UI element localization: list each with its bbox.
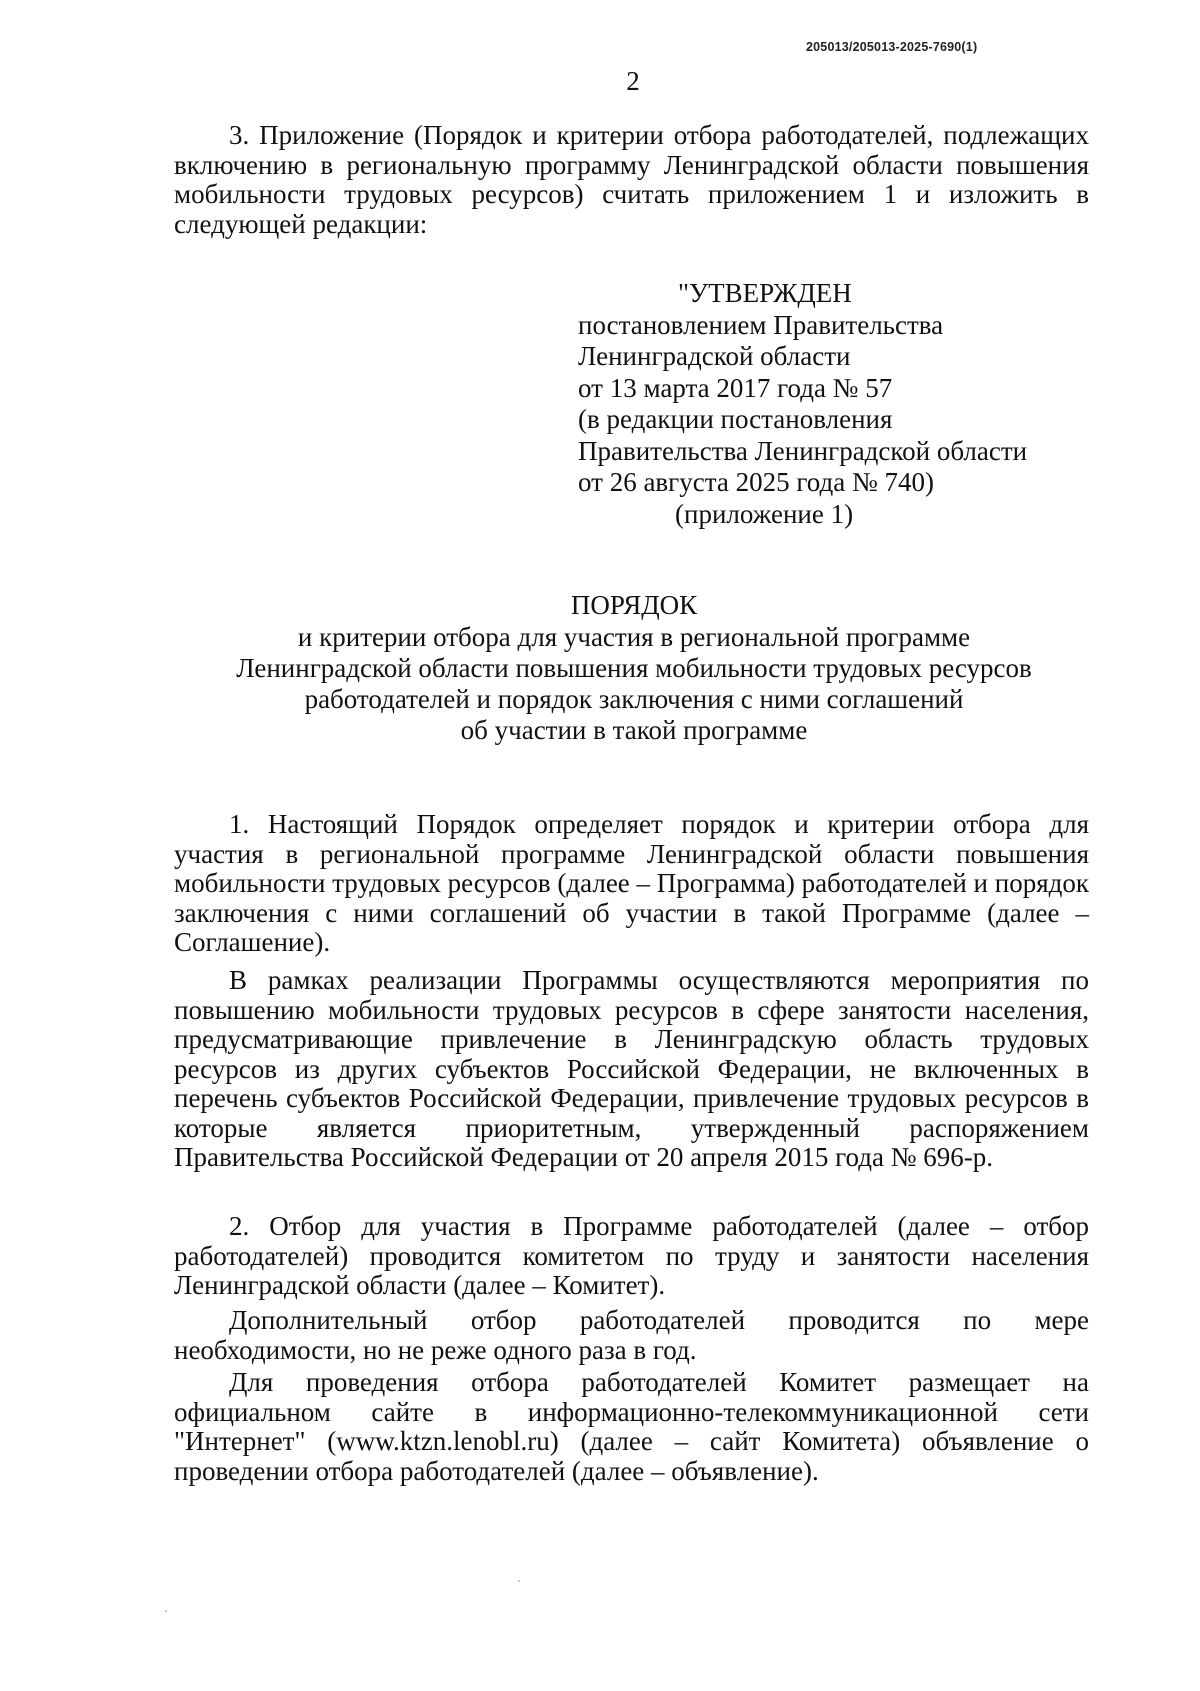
page-number: 2 <box>626 66 640 96</box>
paragraph-5: Для проведения отбора работодателей Комитет размещает на официальном сайте в информационно-телекоммуникационной сети "Интернет" (www.ktzn.lenobl.ru) (далее – сайт Комитета) объявление о проведении отбора работодателей (далее – объявление). <box>174 1367 1089 1486</box>
paragraph-1: 1. Настоящий Порядок определяет порядок и критерии отбора для участия в региональной программе Ленинградской области повышения мобильности трудовых ресурсов (далее – Программа) работодателей и порядок заключения с ними соглашений об участии в такой Программе (далее – Соглашение). <box>174 809 1089 957</box>
document-id: 205013/205013-2025-7690(1) <box>806 40 978 54</box>
scan-artifact <box>165 1610 167 1612</box>
document-title-block <box>174 590 1094 746</box>
paragraph-3: 2. Отбор для участия в Программе работодателей (далее – отбор работодателей) проводится комитетом по труду и занятости населения Ленинградской области (далее – Комитет). <box>174 1211 1089 1300</box>
scan-artifact <box>518 1580 520 1582</box>
approval-line: от 26 августа 2025 года № 740) <box>578 467 934 497</box>
approval-appendix-label: (приложение 1) <box>675 498 854 529</box>
paragraph-4: Дополнительный отбор работодателей проводится по мере необходимости, но не реже одного раза в год. <box>174 1305 1089 1365</box>
approval-line: Правительства Ленинградской области <box>578 435 1028 466</box>
approval-heading: "УТВЕРЖДЕН <box>678 278 852 308</box>
title-line: Ленинградской области повышения мобильности трудовых ресурсов <box>236 653 1032 683</box>
amendment-item-3: 3. Приложение (Порядок и критерии отбора работодателей, подлежащих включению в региональную программу Ленинградской области повышения мобильности трудовых ресурсов) считать приложением 1 и изложить в следующей редакции: <box>174 120 1089 239</box>
approval-line: от 13 марта 2017 года № 57 <box>578 372 893 403</box>
approval-stamp-block <box>578 278 1098 530</box>
title-line: работодателей и порядок заключения с ними соглашений <box>304 684 964 714</box>
approval-line: (в редакции постановления <box>578 404 893 434</box>
document-heading: ПОРЯДОК <box>570 590 698 620</box>
approval-line: Ленинградской области <box>578 341 851 371</box>
title-line: об участии в такой программе <box>460 715 808 745</box>
title-line: и критерии отбора для участия в региональной программе <box>297 622 971 652</box>
paragraph-2: В рамках реализации Программы осуществляются мероприятия по повышению мобильности трудовых ресурсов в сфере занятости населения, предусматривающие привлечение в Ленинградскую область трудовых ресурсов из других субъектов Российской Федерации, не включенных в перечень субъектов Российской Федерации, привлечение трудовых ресурсов в которые является приоритетным, утвержденный распоряжением Правительства Российской Федерации от 20 апреля 2015 года № 696-р. <box>174 965 1089 1172</box>
approval-line: постановлением Правительства <box>578 309 944 340</box>
